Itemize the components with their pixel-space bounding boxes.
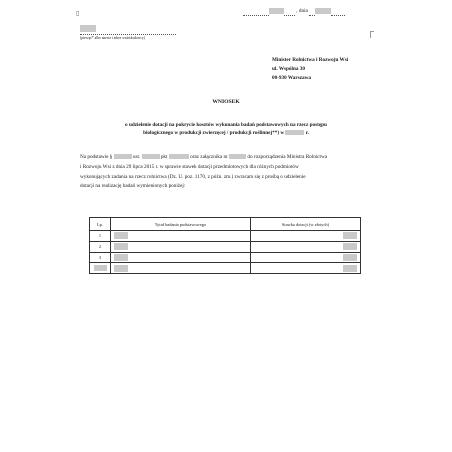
row-rate-cell[interactable]: [251, 231, 361, 242]
place-field[interactable]: [269, 8, 284, 14]
subtitle-line-2-text: biologicznego w produkcji zwierzęcej / produkcji roślinnej**) w: [143, 130, 285, 136]
corner-marker: ▯: [76, 11, 80, 17]
addressee-line-3: 00-930 Warszawa: [272, 75, 311, 81]
row-title-field[interactable]: [114, 243, 128, 250]
place-dotted-field-2[interactable]: [284, 10, 295, 16]
ust-number-field[interactable]: [142, 154, 160, 159]
row-rate-field[interactable]: [343, 232, 357, 239]
header-title: Tytuł badania podstawowego: [111, 218, 251, 231]
year-field[interactable]: [285, 130, 304, 135]
row-title-field[interactable]: [114, 232, 128, 239]
place-dotted-field[interactable]: [243, 10, 269, 16]
row-title-field[interactable]: [114, 265, 128, 272]
row-rate-field[interactable]: [343, 254, 357, 261]
row-lp-field[interactable]: [94, 265, 107, 271]
pkt-number-field[interactable]: [169, 154, 189, 159]
row-title-cell[interactable]: [111, 231, 251, 242]
subtitle-line-2-suffix: r.: [305, 130, 309, 136]
addressee-line-1: Minister Rolnictwa i Rozwoju Wsi: [272, 57, 349, 63]
body-text-ust: ust.: [132, 154, 141, 160]
row-title-cell[interactable]: [111, 252, 251, 263]
row-rate-cell[interactable]: [251, 241, 361, 252]
body-text-attachment: oraz załącznika nr: [190, 154, 228, 160]
date-separator: , dnia: [296, 8, 308, 14]
body-text-pkt: pkt: [160, 154, 168, 160]
row-lp: 1: [90, 231, 111, 242]
table-row: [90, 241, 361, 252]
row-rate-field[interactable]: [343, 265, 357, 272]
row-title-cell[interactable]: [111, 241, 251, 252]
body-line-3: wykonujących zadania na rzecz rolnictwa (Dz. U. poz. 1170, z późn. zm.) zwracam się z prośbą o udzielenie: [80, 173, 306, 180]
row-title-field[interactable]: [114, 254, 128, 261]
body-line-2: i Rozwoju Wsi z dnia 29 lipca 2015 r. w sprawie stawek dotacji przedmiotowych dla różnych podmiotów: [80, 163, 299, 170]
addressee-block: [272, 56, 348, 83]
applicant-caption: (pieczęć* albo nazwa i adres wnioskodawcy): [80, 36, 145, 40]
date-dotted-field-2[interactable]: [331, 10, 345, 16]
row-lp: 3: [90, 252, 111, 263]
document-title: WNIOSEK: [212, 99, 240, 105]
header-lp: Lp.: [90, 218, 111, 231]
body-paragraph: [80, 153, 376, 192]
applicant-dotted-line: [80, 33, 176, 35]
subtitle-line-1: o udzielenie dotacji na pokrycie kosztów wykonania badań podstawowych na rzecz postępu: [125, 122, 327, 128]
table-header-row: [90, 218, 361, 231]
body-line-4: dotacji na realizację badań wymienionych poniżej:: [80, 183, 186, 190]
row-lp-cell: [90, 263, 111, 274]
applicant-block: [80, 25, 176, 41]
right-corner-marker: [370, 31, 374, 38]
body-line-1: [80, 153, 376, 163]
row-rate-field[interactable]: [343, 243, 357, 250]
paragraph-number-field[interactable]: [114, 154, 132, 159]
table-row: [90, 263, 361, 274]
date-field[interactable]: [315, 8, 331, 14]
header-rate: Stawka dotacji (w złotych): [251, 218, 361, 231]
addressee-line-2: ul. Wspólna 30: [272, 66, 305, 72]
research-table: [89, 217, 361, 274]
table-row: [90, 231, 361, 242]
row-rate-cell[interactable]: [251, 263, 361, 274]
place-date-line: [243, 7, 345, 16]
subtitle-line-2: [0, 129, 452, 137]
row-lp: 2: [90, 241, 111, 252]
body-text-paragraph-sign: Na podstawie §: [80, 154, 113, 160]
table-row: [90, 252, 361, 263]
row-title-cell[interactable]: [111, 263, 251, 274]
body-text-regulation: do rozporządzenia Ministra Rolnictwa: [247, 154, 328, 160]
document-subtitle: [0, 121, 452, 137]
attachment-number-field[interactable]: [229, 154, 246, 159]
applicant-field[interactable]: [80, 25, 96, 32]
row-rate-cell[interactable]: [251, 252, 361, 263]
